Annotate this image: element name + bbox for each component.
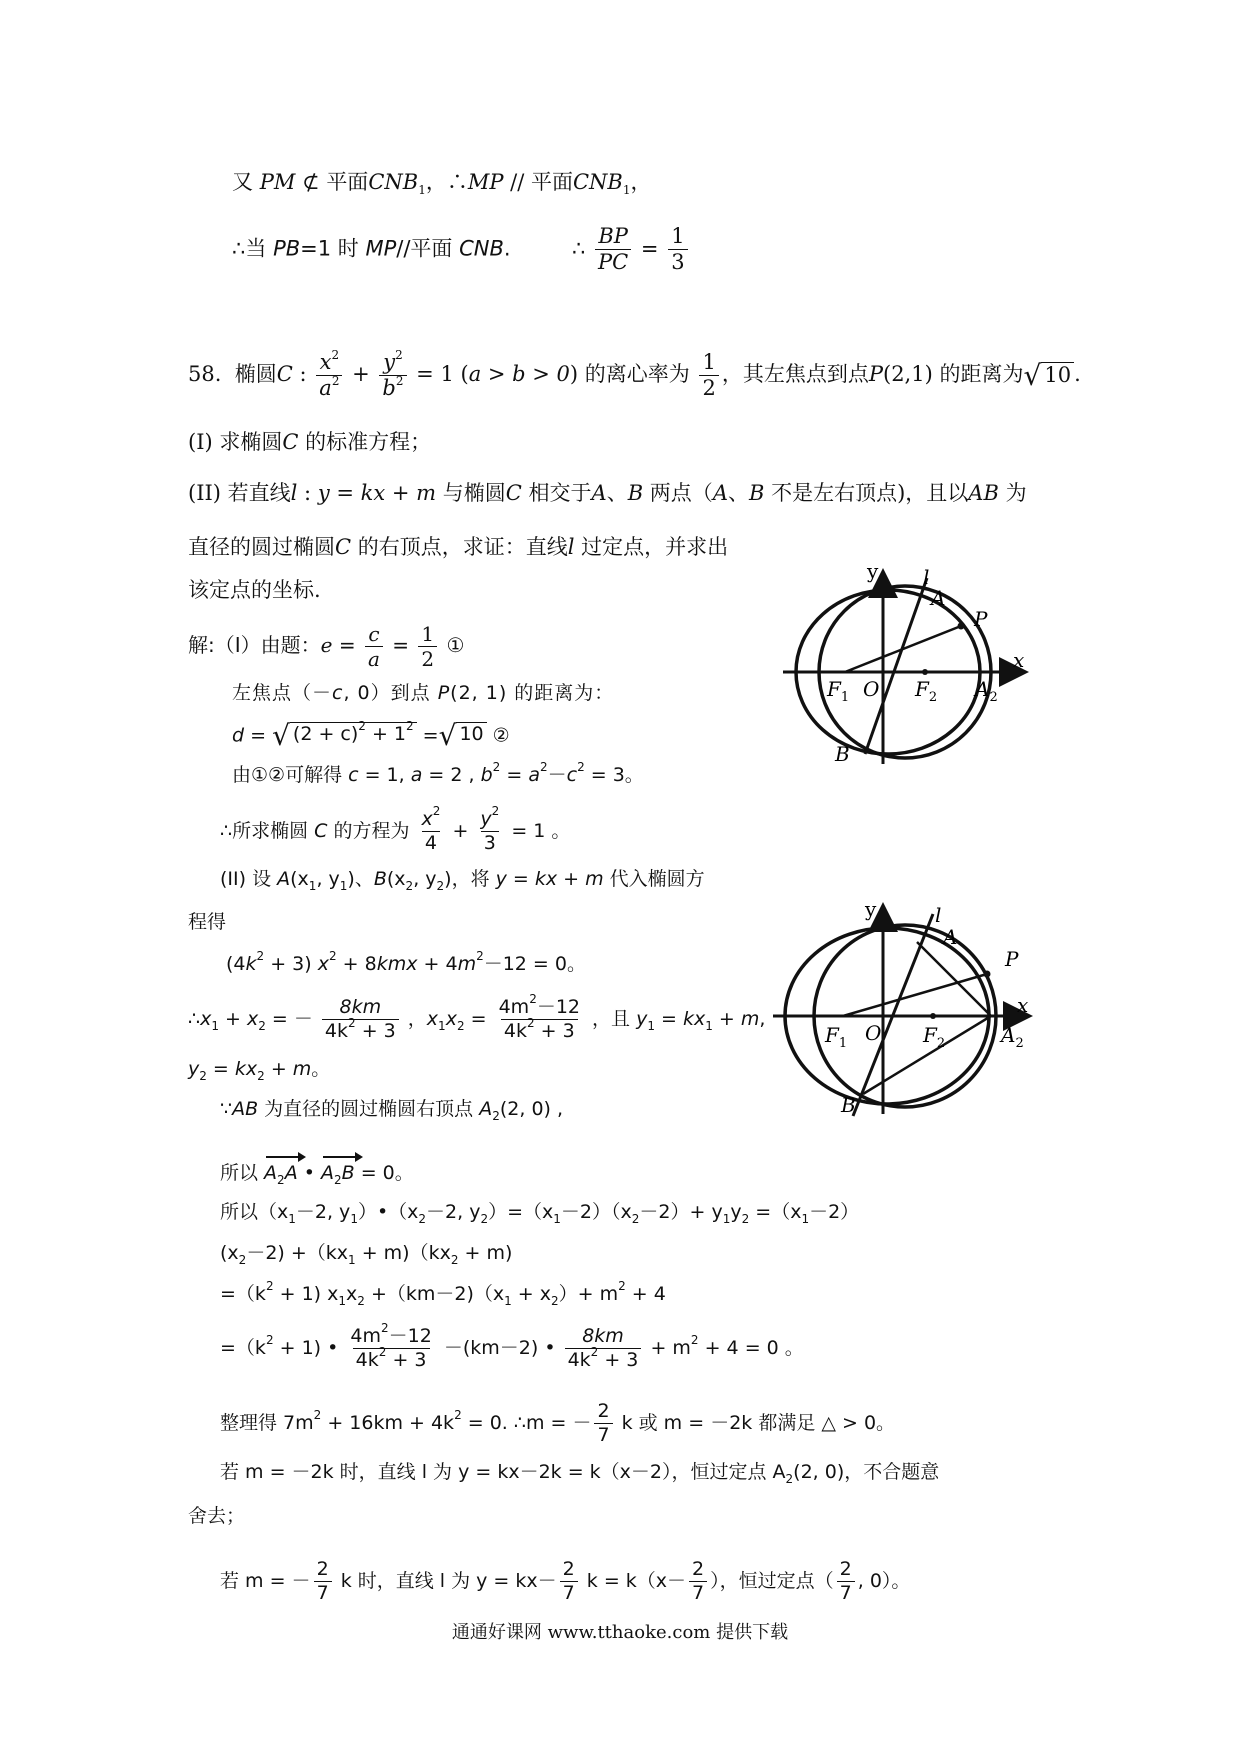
ellipse-figure-2 <box>765 900 1035 1120</box>
point-f2 <box>922 669 928 675</box>
problem-stem: 58. 椭圆C : $\frac{x^2}{a^2}$ + $\frac{y^2}{b^2}$ = 1 (a > b > 0) 的离心率为 $\frac{1}{2}$ ，其左焦点到点P(2,1) 的距离为 √ 10 . <box>188 348 1081 400</box>
solution-line-12: 所以 $A_2A$ • $A_2B = 0$。 <box>220 1156 414 1183</box>
solution-line-16: $=(k^2 + 1)$ • $\frac{4m^2-12}{4k^2 + 3}$ －(km－2) • $\frac{8km}{4k^2 + 3}$ + $m^2 + 4 = 0$ 。 <box>220 1321 804 1371</box>
label-o: O <box>863 677 880 701</box>
solution-line-2: 左焦点（－c, 0）到点 P(2, 1) 的距离为： <box>232 682 615 704</box>
solution-line-11: ∵AB 为直径的圆过椭圆右顶点 $A_2(2$, 0) , <box>220 1098 564 1123</box>
solution-line-20: 若 m = － $\frac{2}{7}$ k 时，直线 l 为 y = kx－ $\frac{2}{7}$ k = k（x－ $\frac{2}{7}$ ），恒过定点（ $\frac{2}{7}$ , 0）。 <box>220 1558 911 1604</box>
label-p: P <box>974 607 988 631</box>
ellipse-figure-1 <box>775 568 1035 768</box>
label-y: y <box>865 900 877 921</box>
label-a: A <box>943 925 958 949</box>
label-b: B <box>835 742 850 766</box>
page-footer: 通通好课网 www.tthaoke.com 提供下载 <box>451 1622 789 1643</box>
solution-line-1: 解:（I）由题：e = $\frac{c}{a}$ = $\frac{1}{2}$ ① <box>188 622 465 671</box>
top-line-2: ∴当 PB=1 时 MP//平面 CNB. ∴ $\frac{BP}{PC}$ = $\frac{1}{3}$ <box>232 226 691 273</box>
label-f2: $F_2$ <box>923 1023 946 1051</box>
part-2-line-1: (II) 若直线l : y = kx + m 与椭圆C 相交于A、B 两点（A、B 不是左右顶点)，且以AB 为 <box>188 481 1027 505</box>
label-x: x <box>1013 648 1025 672</box>
vector-arrow-icon <box>321 1152 363 1162</box>
fraction-one-half-2: $\frac{1}{2}$ <box>418 624 437 669</box>
solution-line-7: 程得 <box>188 911 227 933</box>
part-2-line-3: 该定点的坐标. <box>188 578 321 602</box>
solution-line-10: $y_2 = kx_2 + m$。 <box>188 1058 331 1083</box>
solution-line-17: 整理得 $7m^2 + 16km + 4k^2 = 0$. ∴m = － $\frac{2}{7}$ k 或 m = －2k 都满足 △ > 0。 <box>220 1400 896 1446</box>
label-y: y <box>867 568 879 583</box>
fraction-c-a: $\frac{c}{a}$ <box>365 624 383 669</box>
solution-line-4: 由①②可解得 c = 1, a = 2 , $b^2 = a^2-c^2 = 3$。 <box>232 760 644 786</box>
line-l <box>865 578 927 754</box>
fraction-bp-pc: $\frac{BP}{PC}$ <box>595 226 631 273</box>
part-1: (I) 求椭圆C 的标准方程； <box>188 430 432 454</box>
top-line-1: 又 PM ⊄ 平面$CNB_1$，∴MP // 平面$CNB_1$， <box>232 170 652 197</box>
solution-line-6: (II) 设 $A(x_1$, $y_1$)、$B(x_2$, $y_2$)，将 y = kx + m 代入椭圆方 <box>220 868 705 893</box>
label-a: A <box>931 586 946 610</box>
vector-arrow-icon <box>264 1152 306 1162</box>
label-o: O <box>865 1021 882 1045</box>
fraction-y2-b2: $\frac{y^2}{b^2}$ <box>379 352 406 399</box>
label-l: l <box>923 568 930 589</box>
label-f2: $F_2$ <box>915 677 938 705</box>
solution-line-14: $(x_2-2) +(kx_1 + m)(kx_2 + m)$ <box>220 1242 513 1267</box>
solution-line-8: $(4k^2 + 3) x^2 + 8kmx + 4m^2-12 = 0$。 <box>226 949 586 975</box>
vector-a2b: $A_2B$ <box>321 1156 355 1183</box>
solution-line-19: 舍去； <box>188 1505 246 1527</box>
point-p <box>958 623 965 630</box>
vector-a2a: $A_2A$ <box>264 1156 298 1183</box>
problem-number: 58. <box>188 362 222 386</box>
label-a2: $A_2$ <box>975 677 998 705</box>
solution-line-5: ∴所求椭圆 C 的方程为 $\frac{x^2}{4}$ + $\frac{y^2}{3}$ = 1 。 <box>220 804 571 854</box>
label-a2: $A_2$ <box>1001 1023 1024 1051</box>
label-f1: $F_1$ <box>825 1023 848 1051</box>
part-2-line-2: 直径的圆过椭圆C 的右顶点，求证：直线l 过定点，并求出 <box>188 535 729 559</box>
fraction-one-half: $\frac{1}{2}$ <box>699 352 718 399</box>
label-l: l <box>935 903 942 927</box>
segment-f1-p <box>843 974 987 1016</box>
point-f2 <box>930 1013 936 1019</box>
solution-line-3: d = √ $(2 + c)^2 + 1^2$ = √ 10 ② <box>232 719 510 752</box>
label-p: P <box>1005 947 1019 971</box>
solution-line-9: $\therefore x_1 + x_2$ = － $\frac{8km}{4k^2 + 3}$ ，$x_1x_2$ = $\frac{4m^2-12}{4k^2 + 3}$ ，且 $y_1 = kx_1 + m$, <box>188 992 766 1042</box>
segment-f1-p <box>845 626 961 672</box>
solution-line-13: 所以（$x_1-2$, $y_1)•(x_2-2$, $y_2)=(x_1-2)(x_2-2)+ y_1y_2 =(x_1-2)$ <box>220 1201 860 1226</box>
fraction-one-third: $\frac{1}{3}$ <box>668 226 687 273</box>
label-x: x <box>1017 993 1029 1017</box>
point-p <box>984 971 991 978</box>
sqrt-ten: √ 10 <box>1023 362 1074 390</box>
solution-line-15: $=(k^2 + 1)$ $x_1x_2 +(km-2)(x_1 + x_2)+ m^2 + 4$ <box>220 1279 666 1308</box>
label-b: B <box>841 1093 856 1117</box>
label-f1: $F_1$ <box>827 677 850 705</box>
solution-line-18: 若 m = －2k 时，直线 l 为 y = kx－2k = k（x－2），恒过定点 $A_2(2$, 0)，不合题意 <box>220 1461 940 1486</box>
fraction-x2-a2: $\frac{x^2}{a^2}$ <box>316 352 342 399</box>
